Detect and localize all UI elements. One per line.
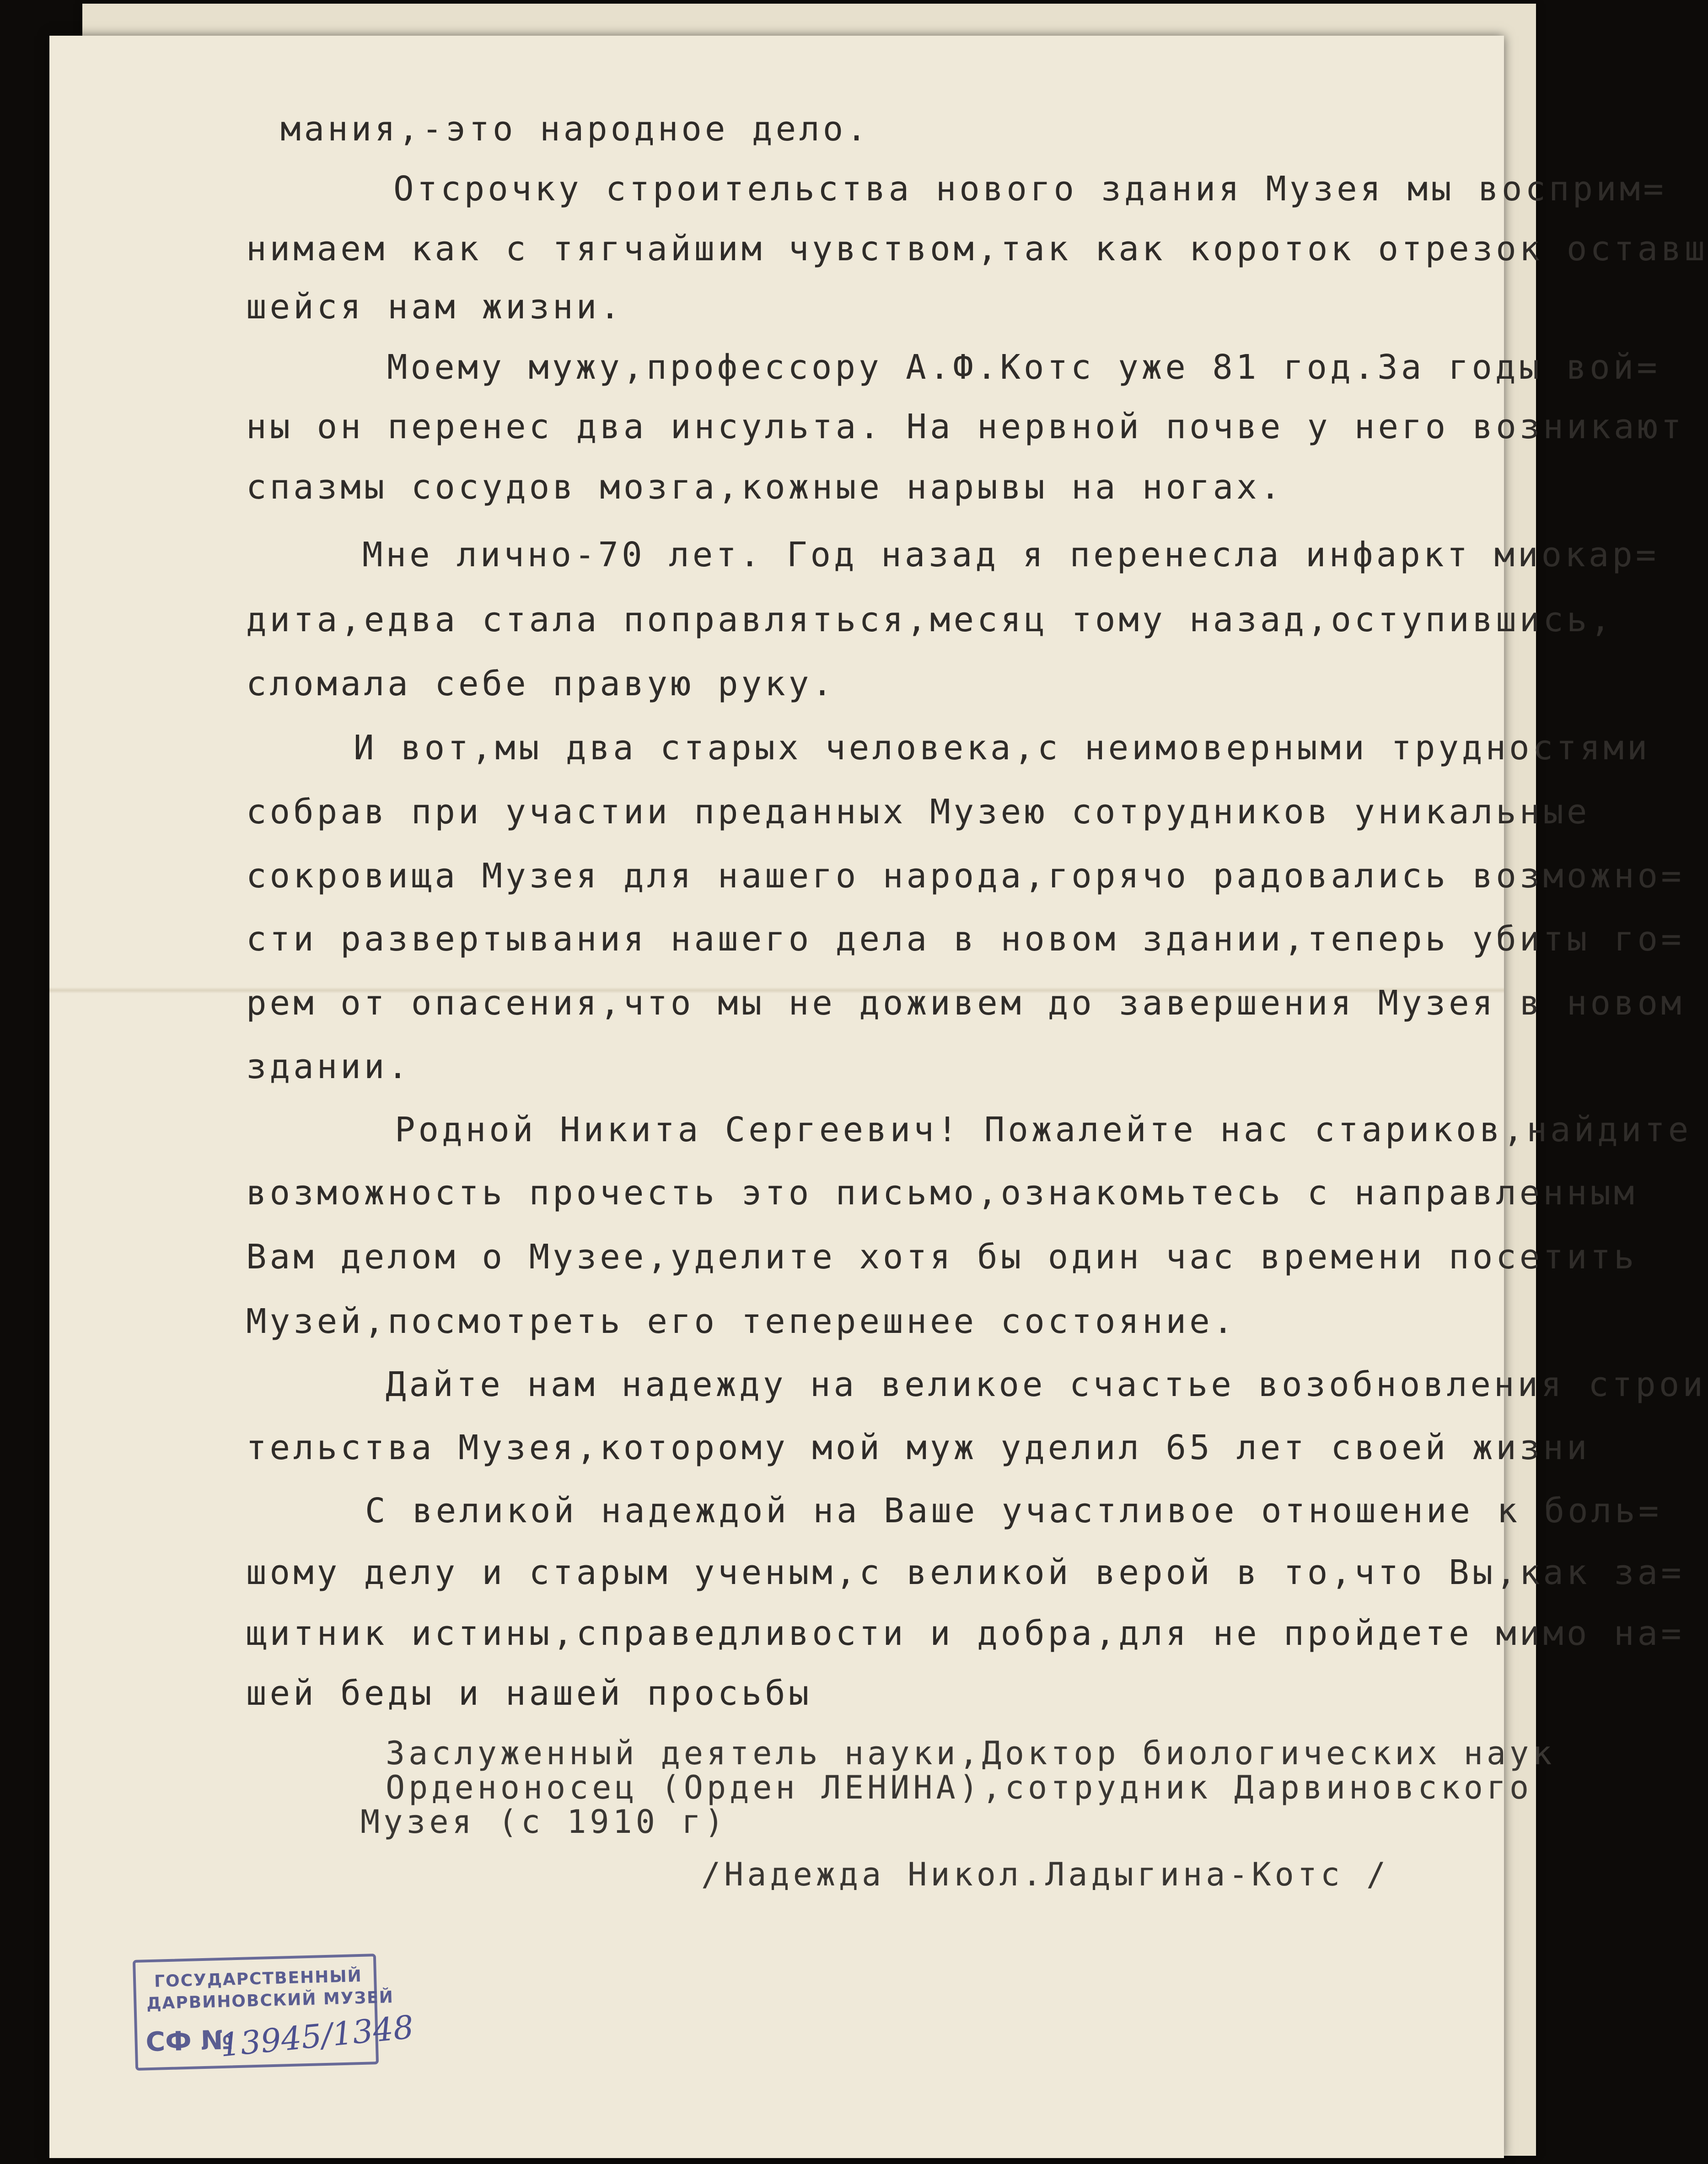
signature-line: Музея (с 1910 г): [360, 1803, 728, 1841]
signature-line: Заслуженный деятель науки,Доктор биологических наук: [386, 1734, 1556, 1772]
stamp-line: ДАРВИНОВСКИЙ МУЗЕЙ: [146, 1988, 394, 2014]
letter-line: Музей,посмотреть его теперешнее состояние.: [246, 1302, 1237, 1341]
letter-line: сломала себе правую руку.: [246, 664, 836, 703]
letter-line: И вот,мы два старых человека,с неимоверными трудностями: [354, 728, 1651, 768]
stamp-number: 13945/1348: [218, 2008, 415, 2064]
letter-line: сти развертывания нашего дела в новом здании,теперь убиты го=: [246, 919, 1685, 959]
letter-line: Дайте нам надежду на великое счастье возобновления строи: [386, 1365, 1706, 1404]
letter-line: Моему мужу,профессору А.Ф.Котс уже 81 год.За годы вой=: [387, 348, 1660, 387]
stamp-line: СФ №: [145, 2024, 233, 2058]
letter-line: рем от опасения,что мы не доживем до завершения Музея в новом: [246, 983, 1685, 1023]
letter-line: спазмы сосудов мозга,кожные нарывы на ногах.: [246, 467, 1284, 507]
letter-line: Мне лично-70 лет. Год назад я перенесла инфаркт миокар=: [362, 535, 1660, 575]
letter-line: тельства Музея,которому мой муж уделил 65 лет своей жизни: [246, 1428, 1590, 1467]
letter-line: Отсрочку строительства нового здания Музея мы восприм=: [393, 169, 1667, 209]
letter-line: Вам делом о Музее,уделите хотя бы один час времени посетить: [246, 1237, 1638, 1277]
letter-line: сокровища Музея для нашего народа,горячо радовались возможно=: [246, 856, 1685, 896]
letter-line: щитник истины,справедливости и добра,для не пройдете мимо на=: [246, 1614, 1685, 1653]
signature-line: Орденоносец (Орден ЛЕНИНА),сотрудник Дарвиновского: [386, 1769, 1533, 1806]
letter-line: возможность прочесть это письмо,ознакомьтесь с направленным: [246, 1173, 1638, 1213]
letter-line: собрав при участии преданных Музею сотрудников уникальные: [246, 792, 1590, 832]
letter-page: [49, 36, 1708, 2158]
letter-line: здании.: [246, 1047, 411, 1086]
letter-line: нимаем как с тягчайшим чувством,так как короток отрезок оставш: [246, 229, 1708, 268]
archive-stamp: [133, 1954, 415, 2071]
letter-line: шей беды и нашей просьбы: [246, 1674, 812, 1713]
stamp-line: ГОСУДАРСТВЕННЫЙ: [154, 1966, 363, 1991]
letter-line: Родной Никита Сергеевич! Пожалейте нас стариков,найдите: [395, 1110, 1692, 1149]
signature-name: /Надежда Никол.Ладыгина-Котс /: [701, 1856, 1390, 1893]
letter-line: ны он перенес два инсульта. На нервной почве у него возникают: [246, 407, 1685, 446]
letter-line: дита,едва стала поправляться,месяц тому назад,оступившись,: [246, 600, 1614, 639]
letter-line: шому делу и старым ученым,с великой верой в то,что Вы,как за=: [246, 1553, 1685, 1592]
letter-line: шейся нам жизни.: [246, 287, 623, 327]
letter-line: С великой надеждой на Ваше участливое отношение к боль=: [365, 1491, 1662, 1530]
letter-line: мания,-это народное дело.: [280, 109, 870, 149]
